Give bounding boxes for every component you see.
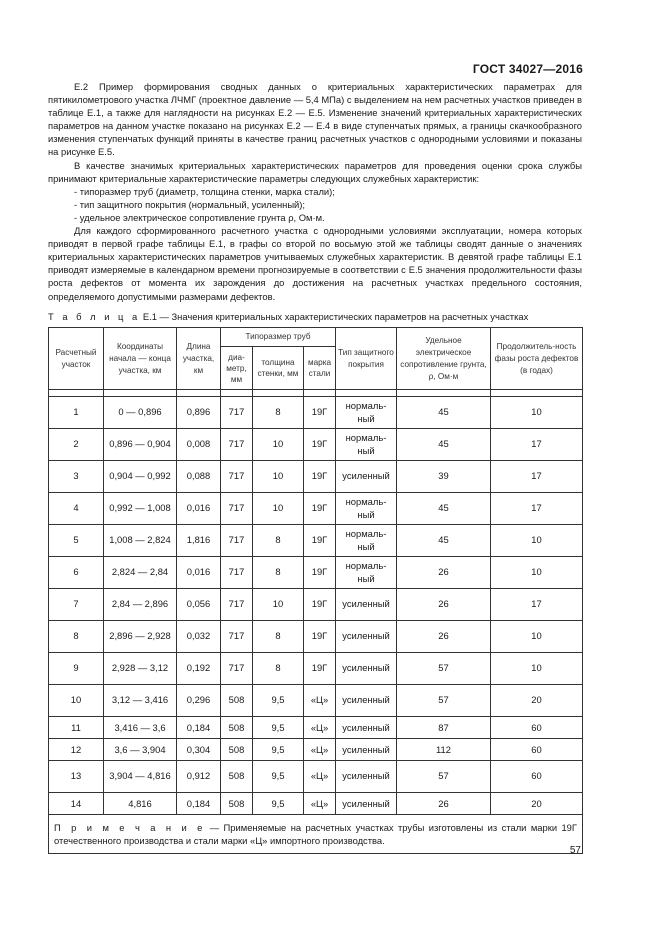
cell-wall: 9,5 [253, 761, 304, 793]
cell-coords: 0,904 — 0,992 [104, 461, 177, 493]
cell-length: 0,032 [177, 621, 221, 653]
header-diameter: диа-метр, мм [221, 347, 253, 390]
cell-diameter: 717 [221, 461, 253, 493]
header-wall: толщина стенки, мм [253, 347, 304, 390]
cell-coords: 3,6 — 3,904 [104, 739, 177, 761]
cell-coating: нормаль-ный [336, 525, 397, 557]
table-row [49, 397, 583, 429]
cell-coating: усиленный [336, 653, 397, 685]
cell-coating: нормаль-ный [336, 493, 397, 525]
cell-length: 0,056 [177, 589, 221, 621]
cell-steel: «Ц» [304, 761, 336, 793]
cell-diameter: 717 [221, 429, 253, 461]
cell-steel: 19Г [304, 589, 336, 621]
page-number: 57 [569, 845, 581, 856]
cell-wall: 10 [253, 461, 304, 493]
paragraph-params: В качестве значимых критериальных характеристических параметров для проведения оценки срока службы принимают критериальные характеристические параметры следующих служебных характеристик: [48, 159, 582, 184]
cell-resistivity: 26 [397, 589, 491, 621]
cell-resistivity: 45 [397, 493, 491, 525]
cell-coords: 4,816 [104, 793, 177, 815]
cell-coords: 3,904 — 4,816 [104, 761, 177, 793]
table-row [49, 461, 583, 493]
cell-steel: 19Г [304, 621, 336, 653]
table-caption-label: Т а б л и ц а [48, 311, 141, 322]
header-steel: марка стали [304, 347, 336, 390]
cell-diameter: 717 [221, 493, 253, 525]
cell-duration: 17 [491, 429, 583, 461]
cell-length: 0,304 [177, 739, 221, 761]
table-row [49, 685, 583, 717]
cell-steel: 19Г [304, 461, 336, 493]
table-caption [48, 311, 528, 322]
cell-coords: 2,824 — 2,84 [104, 557, 177, 589]
cell-coords: 2,896 — 2,928 [104, 621, 177, 653]
cell-wall: 8 [253, 653, 304, 685]
cell-coords: 2,84 — 2,896 [104, 589, 177, 621]
cell-wall: 8 [253, 397, 304, 429]
cell-coords: 3,416 — 3,6 [104, 717, 177, 739]
table-row [49, 717, 583, 739]
cell-resistivity: 87 [397, 717, 491, 739]
cell-coords: 0,992 — 1,008 [104, 493, 177, 525]
cell-duration: 60 [491, 717, 583, 739]
cell-diameter: 508 [221, 761, 253, 793]
cell-section: 8 [49, 621, 104, 653]
cell-steel: «Ц» [304, 739, 336, 761]
cell-resistivity: 57 [397, 653, 491, 685]
cell-coords: 1,008 — 2,824 [104, 525, 177, 557]
cell-wall: 10 [253, 429, 304, 461]
header-pipe: Типоразмер труб [221, 328, 336, 347]
cell-steel: 19Г [304, 493, 336, 525]
table-row [49, 739, 583, 761]
table-row [49, 621, 583, 653]
header-section: Расчетный участок [49, 328, 104, 390]
header-length: Длина участка, км [177, 328, 221, 390]
cell-duration: 17 [491, 461, 583, 493]
table-row [49, 493, 583, 525]
cell-coating: усиленный [336, 739, 397, 761]
cell-length: 0,912 [177, 761, 221, 793]
cell-coating: усиленный [336, 589, 397, 621]
cell-coating: усиленный [336, 621, 397, 653]
cell-resistivity: 26 [397, 557, 491, 589]
cell-coords: 3,12 — 3,416 [104, 685, 177, 717]
cell-resistivity: 26 [397, 621, 491, 653]
cell-section: 14 [49, 793, 104, 815]
cell-diameter: 717 [221, 397, 253, 429]
table-note [49, 815, 583, 854]
table-row [49, 525, 583, 557]
cell-diameter: 508 [221, 793, 253, 815]
header-resistivity: Удельное электрическое сопротивление грунта, ρ, Ом·м [397, 328, 491, 390]
cell-section: 6 [49, 557, 104, 589]
cell-wall: 9,5 [253, 717, 304, 739]
table-row [49, 557, 583, 589]
cell-length: 0,896 [177, 397, 221, 429]
cell-diameter: 508 [221, 739, 253, 761]
list-item: - тип защитного покрытия (нормальный, усиленный); [74, 198, 306, 210]
header-duration: Продолжитель-ность фазы роста дефектов (в годах) [491, 328, 583, 390]
cell-duration: 10 [491, 397, 583, 429]
cell-length: 0,016 [177, 493, 221, 525]
cell-steel: 19Г [304, 397, 336, 429]
cell-coords: 0 — 0,896 [104, 397, 177, 429]
cell-steel: «Ц» [304, 793, 336, 815]
cell-coating: нормаль-ный [336, 557, 397, 589]
cell-steel: 19Г [304, 653, 336, 685]
cell-diameter: 508 [221, 685, 253, 717]
list-item: - удельное электрическое сопротивление грунта ρ, Ом·м. [74, 211, 325, 223]
cell-duration: 10 [491, 653, 583, 685]
cell-coating: усиленный [336, 717, 397, 739]
table-caption-text: Е.1 — Значения критериальных характеристических параметров на расчетных участках [142, 311, 529, 322]
cell-duration: 10 [491, 621, 583, 653]
cell-coating: нормаль-ный [336, 397, 397, 429]
cell-duration: 60 [491, 761, 583, 793]
cell-steel: «Ц» [304, 685, 336, 717]
cell-coating: усиленный [336, 685, 397, 717]
cell-diameter: 717 [221, 621, 253, 653]
cell-resistivity: 45 [397, 525, 491, 557]
cell-resistivity: 45 [397, 429, 491, 461]
table-row [49, 589, 583, 621]
cell-duration: 10 [491, 557, 583, 589]
cell-resistivity: 112 [397, 739, 491, 761]
cell-length: 0,192 [177, 653, 221, 685]
note-label: П р и м е ч а н и е [54, 822, 206, 833]
cell-length: 0,184 [177, 717, 221, 739]
cell-section: 5 [49, 525, 104, 557]
table-row [49, 429, 583, 461]
cell-steel: «Ц» [304, 717, 336, 739]
cell-length: 0,296 [177, 685, 221, 717]
cell-wall: 9,5 [253, 739, 304, 761]
cell-coating: усиленный [336, 793, 397, 815]
header-coating: Тип защитного покрытия [336, 328, 397, 390]
header-coords: Координаты начала — конца участка, км [104, 328, 177, 390]
cell-duration: 17 [491, 589, 583, 621]
table-row [49, 761, 583, 793]
cell-wall: 9,5 [253, 685, 304, 717]
cell-diameter: 717 [221, 653, 253, 685]
cell-resistivity: 45 [397, 397, 491, 429]
cell-wall: 8 [253, 557, 304, 589]
cell-duration: 20 [491, 685, 583, 717]
cell-length: 1,816 [177, 525, 221, 557]
standard-header: ГОСТ 34027—2016 [472, 62, 583, 76]
cell-length: 0,184 [177, 793, 221, 815]
cell-section: 9 [49, 653, 104, 685]
cell-diameter: 717 [221, 589, 253, 621]
cell-coating: усиленный [336, 461, 397, 493]
cell-diameter: 717 [221, 525, 253, 557]
table-body [49, 390, 583, 815]
cell-wall: 8 [253, 621, 304, 653]
cell-resistivity: 26 [397, 793, 491, 815]
cell-coords: 0,896 — 0,904 [104, 429, 177, 461]
cell-coords: 2,928 — 3,12 [104, 653, 177, 685]
cell-section: 7 [49, 589, 104, 621]
cell-wall: 9,5 [253, 793, 304, 815]
list-item: - типоразмер труб (диаметр, толщина стенки, марка стали); [74, 185, 335, 197]
cell-diameter: 508 [221, 717, 253, 739]
cell-section: 3 [49, 461, 104, 493]
table-spacer [49, 390, 583, 397]
cell-steel: 19Г [304, 557, 336, 589]
parameters-table [48, 327, 583, 854]
cell-resistivity: 57 [397, 685, 491, 717]
cell-diameter: 717 [221, 557, 253, 589]
cell-length: 0,008 [177, 429, 221, 461]
cell-steel: 19Г [304, 429, 336, 461]
cell-section: 13 [49, 761, 104, 793]
cell-wall: 10 [253, 589, 304, 621]
cell-duration: 17 [491, 493, 583, 525]
cell-wall: 8 [253, 525, 304, 557]
body-text [48, 80, 582, 303]
table-row [49, 793, 583, 815]
cell-section: 12 [49, 739, 104, 761]
cell-section: 4 [49, 493, 104, 525]
cell-coating: нормаль-ный [336, 429, 397, 461]
cell-section: 10 [49, 685, 104, 717]
cell-coating: усиленный [336, 761, 397, 793]
paragraph-sections: Для каждого сформированного расчетного участка с однородными условиями эксплуатации, номера которых приводят в первой графе таблицы Е.1, в графы со второй по восьмую этой же таблицы сводят данные о значениях критериальных характеристических параметров учитываемых служебных характеристик. В девятой графе таблицы Е.1 приводят измеряемые в календарном времени прогнозируемые в соответствии с Е.5 значения продолжительности фазы роста дефектов от момента их зарождения до достижения на расчетных участках предельного состояния, определяемого допустимыми размерами дефектов. [48, 225, 582, 302]
cell-resistivity: 39 [397, 461, 491, 493]
table-row [49, 653, 583, 685]
cell-duration: 60 [491, 739, 583, 761]
cell-wall: 10 [253, 493, 304, 525]
cell-resistivity: 57 [397, 761, 491, 793]
cell-steel: 19Г [304, 525, 336, 557]
cell-section: 11 [49, 717, 104, 739]
cell-section: 2 [49, 429, 104, 461]
paragraph-e2: Е.2 Пример формирования сводных данных о критериальных характеристических параметрах для пятикилометрового участка ЛЧМГ (проектное давление — 5,4 МПа) с выделением на нем расчетных участков приведен в таблице Е.1, а также для наглядности на рисунках Е.2 — Е.5. Изменение значений критериальных характеристических параметров на данном участке показано на рисунках Е.2 — Е.4 в виде ступенчатых прямых, а границы скачкообразного изменения ступенчатых функций приняты в качестве границ расчетных участков с однородными условиями и показаны на рисунке Е.5. [48, 81, 582, 158]
cell-section: 1 [49, 397, 104, 429]
cell-length: 0,016 [177, 557, 221, 589]
note-text: — Применяемые на расчетных участках трубы изготовлены из стали марки 19Г отечественного производства и стали марки «Ц» импортного производства. [54, 822, 577, 846]
cell-duration: 20 [491, 793, 583, 815]
cell-duration: 10 [491, 525, 583, 557]
cell-length: 0,088 [177, 461, 221, 493]
